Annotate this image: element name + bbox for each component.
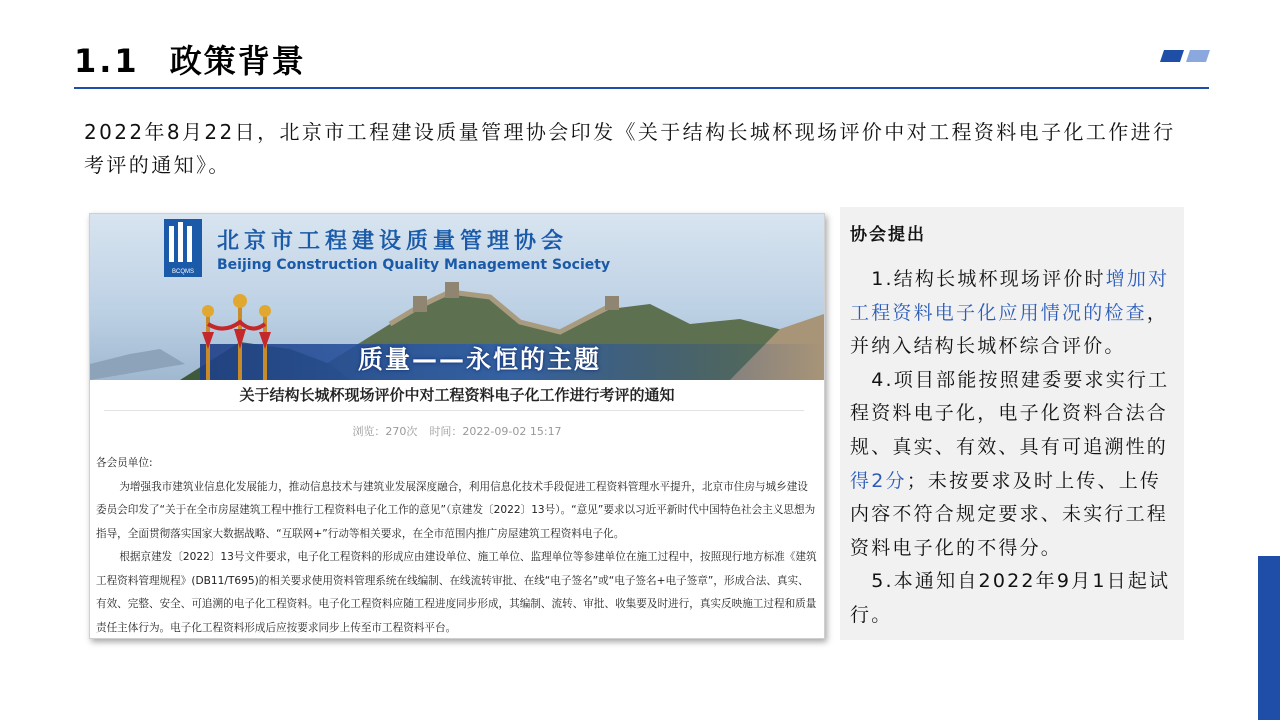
notice-paragraph-1: 为增强我市建筑业信息化发展能力，推动信息技术与建筑业发展深度融合，利用信息化技术手段促进工程资料管理水平提升，北京市住房与城乡建设委员会印发了“关于在全市房屋建筑工程中推行工程资料电子化工作的意见”（京建发〔2022〕13号）。“意见”要求以习近平新时代中国特色社会主义思想为指导，全面贯彻落实国家大数据战略、“互联网+”行动等相关要求，在全市范围内推广房屋建筑工程资料电子化。 (96, 480, 816, 540)
notice-screenshot (89, 213, 825, 639)
banner-slogan: 质量——永恒的主题 (358, 345, 602, 374)
notice-body (96, 452, 818, 639)
title-decoration-icon (1160, 50, 1210, 62)
panel-body (850, 263, 1172, 633)
panel-item-1 (850, 263, 1172, 364)
section-title: 政策背景 (169, 42, 306, 80)
item1-highlight: 增加对工程资料电子化应用情况的检查 (850, 268, 1170, 324)
view-count: 浏览：270次 (352, 425, 418, 438)
item5-text: 5.本通知自2022年9月1日起试行。 (850, 570, 1171, 626)
page-title (74, 36, 306, 82)
item1-suffix: ，并纳入结构长城杯综合评价。 (850, 301, 1169, 358)
side-accent-bar (1258, 556, 1280, 720)
notice-meta (90, 423, 824, 439)
org-name-cn: 北京市工程建设质量管理协会 (217, 229, 569, 254)
salutation: 各会员单位: (96, 457, 153, 469)
panel-title: 协会提出 (850, 225, 926, 245)
section-number: 1.1 (74, 42, 140, 80)
item4-suffix: ；未按要求及时上传、上传内容不符合规定要求、未实行工程资料电子化的不得分。 (850, 469, 1169, 559)
panel-item-4 (850, 364, 1172, 566)
notice-divider (104, 410, 804, 411)
intro-text: 2022年8月22日，北京市工程建设质量管理协会印发《关于结构长城杯现场评价中对工程资料电子化工作进行考评的通知》。 (84, 120, 1176, 177)
publish-time: 时间：2022-09-02 15:17 (429, 425, 562, 438)
logo-caption: BCQMS (171, 269, 195, 275)
item4-highlight: 得2分 (850, 469, 907, 492)
notice-paragraph-2: 根据京建发〔2022〕13号文件要求，电子化工程资料的形成应由建设单位、施工单位、监理单位等参建单位在施工过程中，按照现行地方标准《建筑工程资料管理规程》(DB11/T695)的相关要求使用资料管理系统在线编制、在线流转审批、在线“电子签名”或“电子签名+电子签章”，形成合法、真实、有效、完整、安全、可追溯的电子化工程资料。电子化工程资料应随工程进度同步形成，其编制、流转、审批、收集要及时进行，真实反映施工过程和质量责任主体行为。电子化工程资料形成后应按要求同步上传至市工程资料平台。 (96, 551, 817, 634)
notice-title: 关于结构长城杯现场评价中对工程资料电子化工作进行考评的通知 (239, 386, 675, 404)
item4-prefix: 4.项目部能按照建委要求实行工程资料电子化，电子化资料合法合规、真实、有效、具有可追溯性的 (850, 368, 1170, 458)
summary-panel (840, 207, 1184, 640)
org-name-en: Beijing Construction Quality Management Society (217, 257, 611, 273)
title-divider (74, 87, 1209, 89)
item1-prefix: 1.结构长城杯现场评价时 (871, 268, 1106, 290)
panel-item-5 (850, 565, 1172, 632)
banner (90, 214, 824, 380)
